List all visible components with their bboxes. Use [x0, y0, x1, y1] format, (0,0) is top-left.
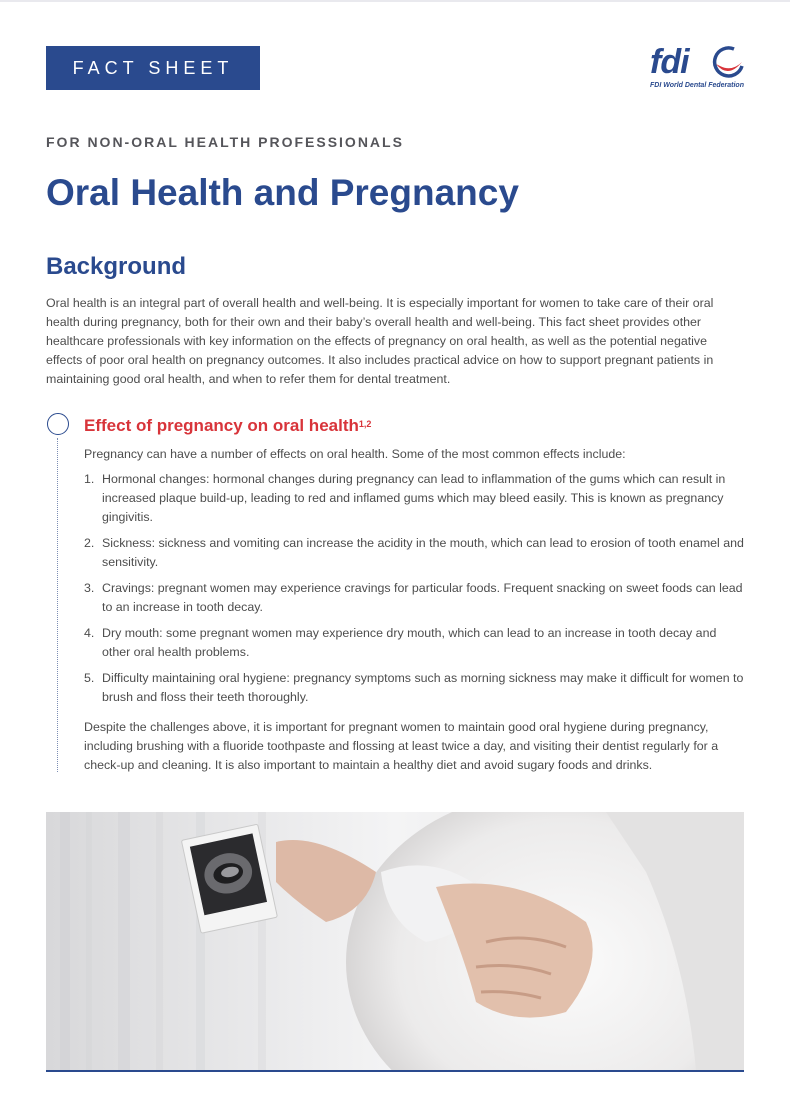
list-item-text: Hormonal changes: hormonal changes during pregnancy can lead to inflammation of the gums which can result in increased plaque build-up, leading to red and inflamed gums which may bleed easily. This is known as pregnancy gingivitis. — [102, 472, 726, 524]
list-item — [84, 669, 744, 707]
smile-swoosh-icon — [712, 46, 744, 80]
section-heading-reference[interactable]: 1,2 — [358, 419, 372, 429]
top-rule — [0, 0, 790, 2]
list-item — [84, 534, 744, 572]
section-lead: Pregnancy can have a number of effects on oral health. Some of the most common effects include: — [84, 447, 626, 461]
fact-sheet-badge: FACT SHEET — [46, 46, 260, 90]
logo-subtitle: FDI World Dental Federation — [650, 82, 744, 89]
section-closing: Despite the challenges above, it is important for pregnant women to maintain good oral hygiene during pregnancy, including brushing with a fluoride toothpaste and flossing at least twice a day, and visiting their dentist regularly for a check-up and cleaning. It is also important to maintain a healthy diet and avoid sugary foods and drinks. — [84, 720, 719, 772]
section-timeline-line — [57, 438, 58, 772]
background-heading: Background — [46, 253, 187, 280]
logo-wordmark: fdi — [650, 43, 689, 81]
section-heading-text: Effect of pregnancy on oral health — [84, 416, 359, 435]
list-item-number: 2. — [84, 536, 95, 550]
list-item — [84, 470, 744, 527]
list-item — [84, 579, 744, 617]
list-item-text: Cravings: pregnant women may experience cravings for particular foods. Frequent snacking on sweet foods can lead to an increase in tooth decay. — [102, 581, 743, 614]
list-item-text: Dry mouth: some pregnant women may experience dry mouth, which can lead to an increase in tooth decay and other oral health problems. — [102, 626, 717, 659]
list-item-number: 5. — [84, 671, 95, 685]
page-title: Oral Health and Pregnancy — [46, 172, 519, 213]
list-item-number: 4. — [84, 626, 95, 640]
list-item-number: 1. — [84, 472, 95, 486]
section-circle-icon — [47, 413, 69, 435]
fdi-logo[interactable] — [648, 42, 748, 94]
list-item-text: Sickness: sickness and vomiting can increase the acidity in the mouth, which can lead to erosion of tooth enamel and sensitivity. — [102, 536, 744, 569]
list-item-text: Difficulty maintaining oral hygiene: pregnancy symptoms such as morning sickness may make it difficult for women to brush and floss their teeth thoroughly. — [102, 671, 744, 704]
list-item — [84, 624, 744, 662]
pregnancy-photo — [46, 812, 744, 1070]
pregnancy-photo-illustration — [46, 812, 744, 1070]
audience-label: FOR NON-ORAL HEALTH PROFESSIONALS — [46, 134, 404, 150]
background-text: Oral health is an integral part of overall health and well-being. It is especially important for women to take care of their oral health during pregnancy, both for their own and their baby’s overall health and well-being. This fact sheet provides other healthcare professionals with key information on the effects of pregnancy on oral health, as well as the potential negative effects of poor oral health on pregnancy outcomes. It also includes practical advice on how to support pregnant patients in maintaining good oral health, and when to refer them for dental treatment. — [46, 296, 714, 386]
section-heading — [84, 415, 371, 437]
photo-bottom-rule — [46, 1070, 744, 1072]
list-item-number: 3. — [84, 581, 95, 595]
effects-list — [84, 470, 744, 714]
